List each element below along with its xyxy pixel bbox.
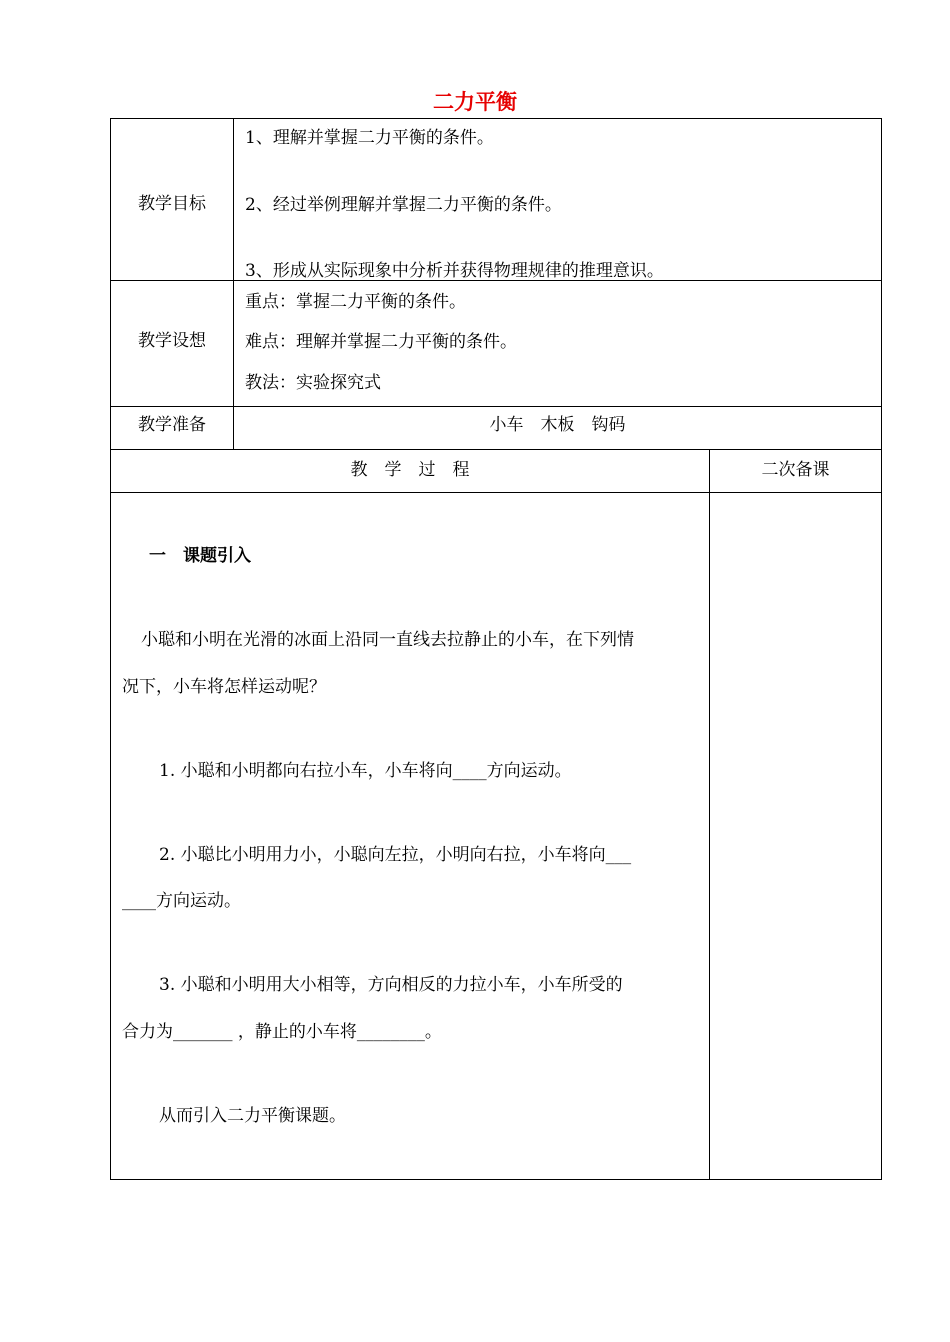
section-heading: 一 课题引入	[149, 546, 251, 566]
key-point: 重点：掌握二力平衡的条件。	[245, 292, 466, 312]
preparation-label: 教学准备	[138, 415, 206, 435]
row-divider	[111, 492, 881, 493]
intro-paragraph: 况下，小车将怎样运动呢？	[122, 677, 326, 697]
process-header: 教 学 过 程	[350, 460, 470, 480]
objective-item: 3、形成从实际现象中分析并获得物理规律的推理意识。	[245, 261, 664, 281]
question-3: 合力为_______ ，静止的小车将________。	[122, 1022, 442, 1042]
question-1: 1. 小聪和小明都向右拉小车，小车将向____方向运动。	[159, 761, 572, 781]
objective-item: 2、经过举例理解并掌握二力平衡的条件。	[245, 195, 562, 215]
question-3: 3. 小聪和小明用大小相等，方向相反的力拉小车，小车所受的	[159, 975, 623, 995]
document-title: 二力平衡	[433, 90, 517, 114]
lesson-plan-table	[110, 118, 882, 1180]
row-divider	[111, 449, 881, 450]
question-2: 2. 小聪比小明用力小，小聪向左拉，小明向右拉，小车将向___	[159, 845, 632, 865]
objective-item: 1、理解并掌握二力平衡的条件。	[245, 128, 494, 148]
teaching-method: 教法：实验探究式	[245, 373, 381, 393]
preparation-value: 小车 木板 钩码	[489, 415, 626, 435]
column-divider	[233, 119, 234, 449]
column-divider	[709, 449, 710, 1179]
objectives-label: 教学目标	[138, 194, 206, 214]
conclusion: 从而引入二力平衡课题。	[159, 1106, 346, 1126]
second-prep-header: 二次备课	[761, 460, 830, 480]
question-2: ____方向运动。	[122, 891, 241, 911]
design-label: 教学设想	[138, 331, 206, 351]
row-divider	[111, 406, 881, 407]
intro-paragraph: 小聪和小明在光滑的冰面上沿同一直线去拉静止的小车，在下列情	[141, 630, 634, 650]
difficulty: 难点：理解并掌握二力平衡的条件。	[245, 332, 517, 352]
